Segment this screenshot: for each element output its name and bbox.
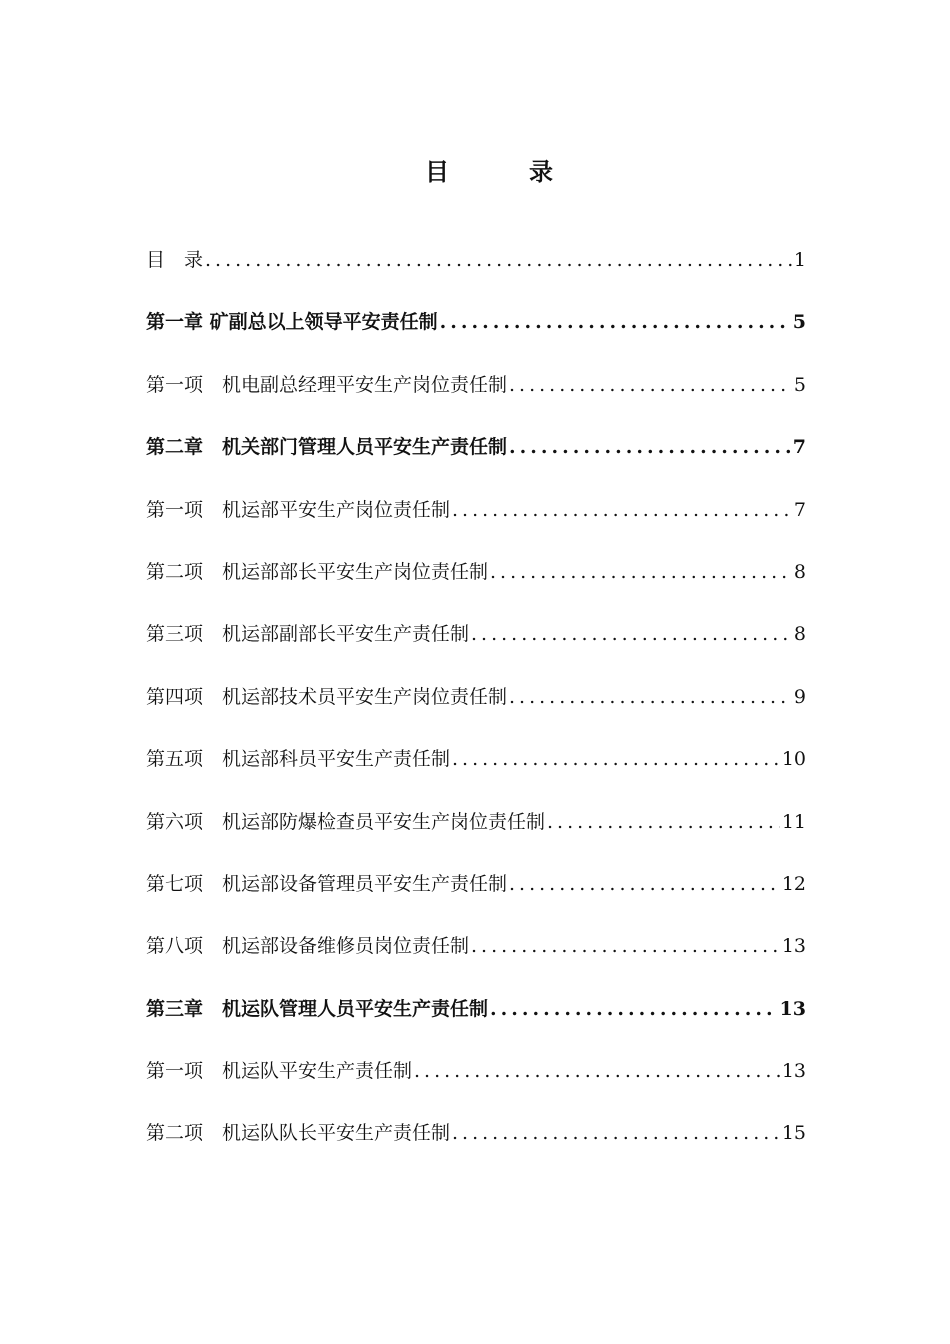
toc-entry[interactable] — [146, 302, 806, 364]
toc-entry[interactable] — [146, 427, 806, 489]
toc-entry[interactable] — [146, 864, 806, 926]
toc-page-number: 8 — [793, 623, 806, 646]
toc-page-number: 8 — [793, 560, 806, 583]
toc-page-number: 13 — [779, 997, 806, 1020]
toc-entry[interactable] — [146, 552, 806, 614]
toc-entry-label: 第五项 机运部科员平安生产责任制 — [146, 748, 451, 771]
toc-entry-label: 目 录 — [146, 249, 204, 271]
toc-entry[interactable] — [146, 365, 806, 427]
toc-page-number: 11 — [781, 810, 806, 833]
toc-dot-leader — [452, 739, 780, 779]
toc-page-number: 10 — [781, 748, 806, 771]
toc-page-number: 9 — [793, 685, 806, 708]
toc-entry[interactable] — [146, 989, 806, 1051]
toc-page-number: 5 — [793, 373, 806, 396]
toc-dot-leader — [452, 1113, 780, 1153]
toc-dot-leader — [547, 802, 780, 842]
toc-page-number: 5 — [792, 311, 806, 334]
toc-page-number: 15 — [781, 1122, 806, 1145]
toc-entry[interactable] — [146, 1051, 806, 1113]
toc-entry-label: 第二项 机运队队长平安生产责任制 — [146, 1122, 451, 1145]
toc-dot-leader — [414, 1051, 780, 1091]
toc-dot-leader — [490, 989, 778, 1029]
table-of-contents — [146, 240, 806, 1176]
toc-entry[interactable] — [146, 802, 806, 864]
toc-entry-label: 第二章 机关部门管理人员平安生产责任制 — [146, 436, 508, 459]
toc-dot-leader — [205, 240, 792, 280]
toc-page-number: 13 — [781, 935, 806, 958]
toc-dot-leader — [471, 926, 780, 966]
toc-entry-label: 第三项 机运部副部长平安生产责任制 — [146, 623, 470, 646]
toc-entry-label: 第一项 机电副总经理平安生产岗位责任制 — [146, 373, 508, 396]
toc-entry[interactable] — [146, 490, 806, 552]
toc-entry-label: 第一章 矿副总以上领导平安责任制 — [146, 311, 438, 334]
toc-page-number: 1 — [793, 249, 806, 271]
toc-entry-label: 第七项 机运部设备管理员平安生产责任制 — [146, 872, 508, 895]
toc-entry-label: 第八项 机运部设备维修员岗位责任制 — [146, 935, 470, 958]
toc-entry-label: 第二项 机运部部长平安生产岗位责任制 — [146, 560, 489, 583]
toc-dot-leader — [471, 614, 792, 654]
toc-entry-label: 第四项 机运部技术员平安生产岗位责任制 — [146, 685, 508, 708]
toc-page-number: 13 — [781, 1060, 806, 1083]
toc-entry[interactable] — [146, 240, 806, 302]
toc-dot-leader — [509, 864, 780, 904]
toc-title: 目 录 — [425, 157, 581, 186]
toc-dot-leader — [452, 490, 792, 530]
toc-dot-leader — [440, 302, 791, 342]
toc-dot-leader — [509, 677, 792, 717]
toc-page-number: 12 — [781, 872, 806, 895]
toc-dot-leader — [490, 552, 792, 592]
toc-page-number: 7 — [793, 498, 806, 521]
toc-entry[interactable] — [146, 926, 806, 988]
toc-entry[interactable] — [146, 1113, 806, 1175]
toc-entry[interactable] — [146, 739, 806, 801]
toc-entry[interactable] — [146, 614, 806, 676]
toc-entry-label: 第三章 机运队管理人员平安生产责任制 — [146, 997, 489, 1020]
toc-page-number: 7 — [792, 436, 806, 459]
toc-entry-label: 第一项 机运队平安生产责任制 — [146, 1060, 413, 1083]
toc-entry[interactable] — [146, 677, 806, 739]
toc-entry-label: 第一项 机运部平安生产岗位责任制 — [146, 498, 451, 521]
toc-dot-leader — [509, 427, 791, 467]
toc-dot-leader — [509, 365, 792, 405]
toc-entry-label: 第六项 机运部防爆检查员平安生产岗位责任制 — [146, 810, 546, 833]
